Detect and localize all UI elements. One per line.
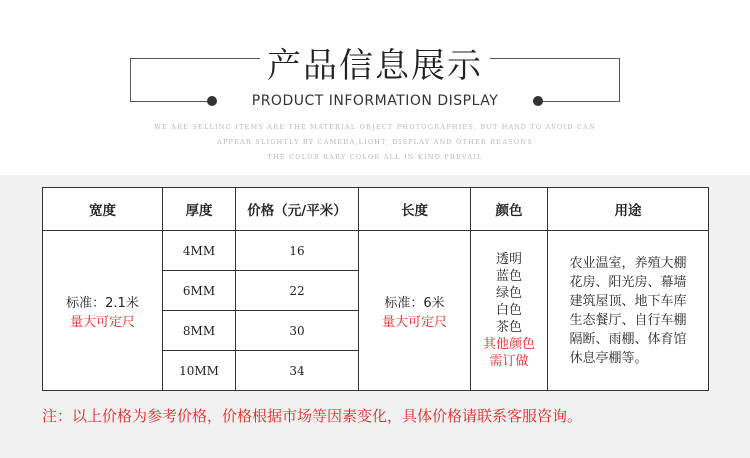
- header-length: 长度: [359, 188, 471, 231]
- color-option: 茶色: [495, 320, 522, 335]
- usage-line: 隔断、雨棚、体育馆: [569, 331, 687, 347]
- header-color: 颜色: [471, 188, 548, 231]
- header: [0, 0, 750, 175]
- color-option: 透明: [495, 252, 522, 267]
- bracket-top-right: [490, 58, 620, 59]
- color-cell: [471, 231, 548, 391]
- disclaimer-line-2: APPEAR SLIGHTLY BY CAMERA,LIGHT, DISPLAY AND OTHER REASONS: [217, 138, 533, 146]
- usage-line: 生态餐厅、自行车棚: [569, 312, 687, 328]
- usage-line: 建筑屋顶、地下车库: [569, 293, 687, 309]
- price-cell: 22: [236, 271, 359, 311]
- width-cell: [43, 231, 163, 391]
- usage-line: 休息亭棚等。: [569, 350, 648, 366]
- price-cell: 34: [236, 351, 359, 391]
- header-price: 价格（元/平米）: [236, 188, 359, 231]
- table-row: [43, 231, 709, 271]
- header-width: 宽度: [43, 188, 163, 231]
- width-standard: 标准：2.1米: [66, 295, 139, 311]
- bracket-top-left: [130, 58, 260, 59]
- spec-table: [42, 187, 709, 391]
- color-option: 绿色: [495, 286, 522, 301]
- color-option: 蓝色: [495, 269, 522, 284]
- price-cell: 30: [236, 311, 359, 351]
- color-custom-note: 需订做: [489, 354, 529, 369]
- disclaimer-line-3: THE COLOR BABY COLOR ALL IN KIND PREVAIL: [267, 153, 483, 161]
- header-thickness: 厚度: [163, 188, 236, 231]
- page-title: 产品信息展示: [267, 46, 483, 86]
- header-usage: 用途: [548, 188, 709, 231]
- price-note: 注：以上价格为参考价格，价格根据市场等因素变化，具体价格请联系客服咨询。: [42, 407, 583, 425]
- thickness-cell: 4MM: [163, 231, 236, 271]
- disclaimer-line-1: WE ARE SELLING ITEMS ARE THE MATERIAL OBJECT PHOTOGRAPHIES, BUT HARD TO AVOID CAN: [154, 123, 596, 131]
- length-cell: [359, 231, 471, 391]
- thickness-cell: 6MM: [163, 271, 236, 311]
- usage-line: 花房、阳光房、幕墙: [569, 274, 687, 290]
- price-cell: 16: [236, 231, 359, 271]
- usage-line: 农业温室，养殖大棚: [569, 255, 687, 271]
- thickness-cell: 8MM: [163, 311, 236, 351]
- table-header-row: [43, 188, 709, 231]
- color-option: 白色: [495, 303, 522, 318]
- color-custom-note: 其他颜色: [482, 337, 535, 352]
- usage-cell: [548, 231, 709, 391]
- length-standard: 标准：6米: [384, 295, 445, 311]
- width-custom: 量大可定尺: [69, 314, 135, 330]
- thickness-cell: 10MM: [163, 351, 236, 391]
- length-custom: 量大可定尺: [381, 314, 447, 330]
- page-subtitle: PRODUCT INFORMATION DISPLAY: [251, 93, 499, 109]
